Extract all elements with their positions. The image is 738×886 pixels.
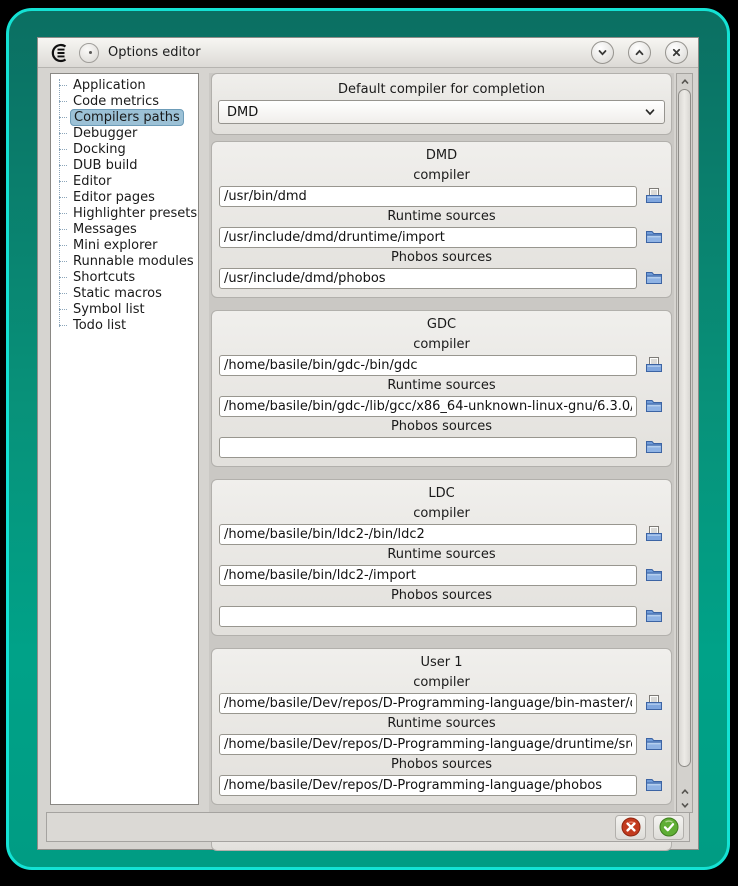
chevron-up-icon xyxy=(680,787,690,797)
sidebar-item-code-metrics[interactable] xyxy=(56,93,196,109)
path-field-row xyxy=(218,395,665,417)
categories-sidebar xyxy=(50,73,199,805)
path-field-row xyxy=(218,692,665,714)
options-editor-window xyxy=(37,37,699,850)
path-field-row xyxy=(218,185,665,207)
select-file-icon xyxy=(645,694,663,712)
sidebar-item-editor-pages[interactable] xyxy=(56,189,196,205)
window-menu-button[interactable] xyxy=(79,43,99,63)
path-field-label: Runtime sources xyxy=(387,378,496,393)
select-file-icon xyxy=(645,356,663,374)
scroll-up-button-2[interactable] xyxy=(678,785,691,798)
compiler-group-gdc xyxy=(211,310,672,467)
path-field xyxy=(218,586,665,627)
cancel-circle-icon xyxy=(621,817,641,837)
compiler-group-dmd xyxy=(211,141,672,298)
path-input[interactable] xyxy=(219,775,637,796)
select-folder-icon xyxy=(645,735,663,753)
sidebar-item-compilers-paths[interactable] xyxy=(56,109,196,125)
select-folder-button[interactable] xyxy=(644,734,664,754)
sidebar-item-messages[interactable] xyxy=(56,221,196,237)
sidebar-item-label: Static macros xyxy=(73,285,162,301)
path-field-row xyxy=(218,523,665,545)
chevron-down-icon xyxy=(644,106,656,118)
compiler-group-ldc xyxy=(211,479,672,636)
path-field xyxy=(218,755,665,796)
select-folder-icon xyxy=(645,607,663,625)
close-button[interactable] xyxy=(665,41,688,64)
sidebar-item-label: Code metrics xyxy=(73,93,160,109)
sidebar-item-application[interactable] xyxy=(56,77,196,93)
path-field-label: Phobos sources xyxy=(390,250,493,265)
select-folder-button[interactable] xyxy=(644,268,664,288)
default-compiler-value: DMD xyxy=(227,104,259,120)
scrollbar-thumb[interactable] xyxy=(678,89,691,767)
path-field xyxy=(218,207,665,248)
path-field-row xyxy=(218,605,665,627)
path-field-row xyxy=(218,436,665,458)
accept-circle-icon xyxy=(659,817,679,837)
path-input[interactable] xyxy=(219,355,637,376)
app-logo-icon xyxy=(48,42,70,64)
chevron-up-icon xyxy=(680,77,690,87)
path-field-row xyxy=(218,733,665,755)
sidebar-item-label: Docking xyxy=(73,141,126,157)
compiler-group-body xyxy=(218,673,665,796)
sidebar-item-label: DUB build xyxy=(73,157,138,173)
path-input[interactable] xyxy=(219,693,637,714)
sidebar-item-dub-build[interactable] xyxy=(56,157,196,173)
cancel-button[interactable] xyxy=(615,815,646,840)
path-input[interactable] xyxy=(219,186,637,207)
path-field-row xyxy=(218,354,665,376)
sidebar-item-debugger[interactable] xyxy=(56,125,196,141)
select-file-button[interactable] xyxy=(644,524,664,544)
select-file-button[interactable] xyxy=(644,355,664,375)
path-input[interactable] xyxy=(219,396,637,417)
path-field xyxy=(218,248,665,289)
sidebar-item-label: Editor pages xyxy=(73,189,155,205)
scrollbar-bottom-buttons xyxy=(678,785,691,811)
sidebar-item-symbol-list[interactable] xyxy=(56,301,196,317)
path-field xyxy=(218,376,665,417)
path-field xyxy=(218,166,665,207)
path-input[interactable] xyxy=(219,524,637,545)
path-input[interactable] xyxy=(219,606,637,627)
path-input[interactable] xyxy=(219,227,637,248)
select-file-icon xyxy=(645,525,663,543)
chevron-up-icon xyxy=(634,47,645,58)
path-field-label: Runtime sources xyxy=(387,547,496,562)
default-compiler-title: Default compiler for completion xyxy=(338,82,545,97)
select-folder-button[interactable] xyxy=(644,775,664,795)
path-input[interactable] xyxy=(219,268,637,289)
select-folder-icon xyxy=(645,269,663,287)
select-folder-icon xyxy=(645,438,663,456)
sidebar-item-label: Editor xyxy=(73,173,112,189)
sidebar-item-label: Messages xyxy=(73,221,137,237)
sidebar-item-label: Highlighter presets xyxy=(73,205,198,221)
path-field xyxy=(218,335,665,376)
path-field-label: compiler xyxy=(413,675,470,690)
compiler-group-body xyxy=(218,166,665,289)
compiler-group-title: GDC xyxy=(426,317,457,332)
compiler-group-title: DMD xyxy=(425,148,458,163)
path-field-label: Phobos sources xyxy=(390,419,493,434)
path-field-row xyxy=(218,267,665,289)
sidebar-item-label: Symbol list xyxy=(73,301,145,317)
path-field-label: Phobos sources xyxy=(390,588,493,603)
sidebar-item-label: Compilers paths xyxy=(70,109,184,126)
path-field-label: Runtime sources xyxy=(387,716,496,731)
sidebar-item-mini-explorer[interactable] xyxy=(56,237,196,253)
select-folder-button[interactable] xyxy=(644,396,664,416)
path-field-row xyxy=(218,564,665,586)
sidebar-item-todo-list[interactable] xyxy=(56,317,196,333)
path-field xyxy=(218,545,665,586)
path-input[interactable] xyxy=(219,734,637,755)
select-folder-icon xyxy=(645,397,663,415)
select-folder-button[interactable] xyxy=(644,606,664,626)
path-field-label: Phobos sources xyxy=(390,757,493,772)
default-compiler-group xyxy=(211,73,672,135)
chevron-down-icon xyxy=(680,800,690,810)
compiler-group-user-1 xyxy=(211,648,672,805)
client-area xyxy=(38,68,698,850)
scroll-up-button[interactable] xyxy=(678,75,691,88)
close-icon xyxy=(671,47,682,58)
select-folder-button[interactable] xyxy=(644,565,664,585)
sidebar-item-label: Application xyxy=(73,77,146,93)
sidebar-item-highlighter-presets[interactable] xyxy=(56,205,196,221)
sidebar-item-label: Mini explorer xyxy=(73,237,158,253)
path-field-row xyxy=(218,774,665,796)
path-field-label: compiler xyxy=(413,168,470,183)
compiler-group-title: User 1 xyxy=(420,655,463,670)
titlebar[interactable] xyxy=(38,38,698,68)
path-field xyxy=(218,673,665,714)
compiler-group-title: LDC xyxy=(428,486,455,501)
shade-button[interactable] xyxy=(591,41,614,64)
select-folder-button[interactable] xyxy=(644,437,664,457)
select-folder-icon xyxy=(645,776,663,794)
compiler-group-body xyxy=(218,504,665,627)
window-title: Options editor xyxy=(108,45,201,60)
path-field-label: compiler xyxy=(413,337,470,352)
sidebar-item-label: Shortcuts xyxy=(73,269,136,285)
sidebar-item-shortcuts[interactable] xyxy=(56,269,196,285)
sidebar-item-docking[interactable] xyxy=(56,141,196,157)
path-field-label: compiler xyxy=(413,506,470,521)
vertical-scrollbar[interactable] xyxy=(676,73,693,813)
select-file-icon xyxy=(645,187,663,205)
select-folder-icon xyxy=(645,566,663,584)
path-input[interactable] xyxy=(219,437,637,458)
select-file-button[interactable] xyxy=(644,693,664,713)
compiler-group-body xyxy=(218,335,665,458)
sidebar-item-static-macros[interactable] xyxy=(56,285,196,301)
default-compiler-select[interactable] xyxy=(218,100,665,124)
select-folder-icon xyxy=(645,228,663,246)
path-field-row xyxy=(218,226,665,248)
sidebar-item-label: Debugger xyxy=(73,125,138,141)
category-list xyxy=(56,77,196,333)
sidebar-item-label: Todo list xyxy=(73,317,127,333)
select-file-button[interactable] xyxy=(644,186,664,206)
sidebar-item-editor[interactable] xyxy=(56,173,196,189)
unshade-button[interactable] xyxy=(628,41,651,64)
dialog-footer xyxy=(46,812,690,842)
scroll-down-button[interactable] xyxy=(678,798,691,811)
path-field xyxy=(218,417,665,458)
path-field-label: Runtime sources xyxy=(387,209,496,224)
path-input[interactable] xyxy=(219,565,637,586)
window-controls xyxy=(591,41,688,64)
sidebar-item-runnable-modules[interactable] xyxy=(56,253,196,269)
chevron-down-icon xyxy=(597,47,608,58)
window-frame xyxy=(6,8,730,870)
accept-button[interactable] xyxy=(653,815,684,840)
path-field xyxy=(218,714,665,755)
sidebar-item-label: Runnable modules xyxy=(73,253,194,269)
select-folder-button[interactable] xyxy=(644,227,664,247)
compiler-groups xyxy=(209,141,674,851)
compilers-paths-panel xyxy=(209,73,674,813)
path-field xyxy=(218,504,665,545)
